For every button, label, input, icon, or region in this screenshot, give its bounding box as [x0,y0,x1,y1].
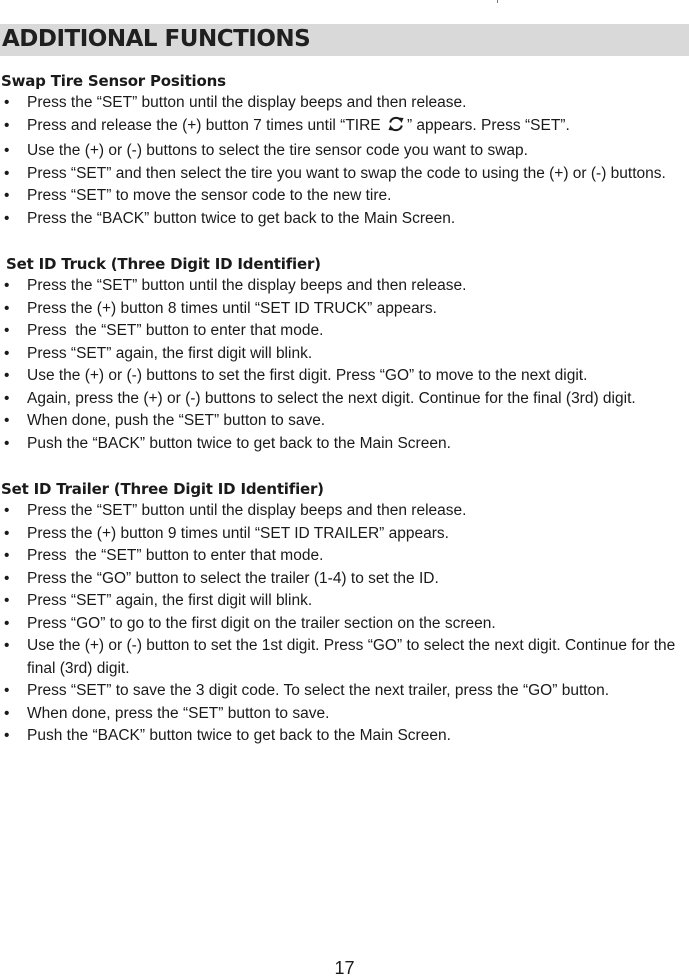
section-title: Set ID Trailer (Three Digit ID Identifier) [1,480,324,498]
instruction-list [0,92,689,230]
list-item [0,115,689,141]
bullet: • [4,569,10,587]
list-item [0,208,689,231]
section-swap-tire-sensor [0,70,689,230]
list-item-text: When done, press the “SET” button to save. [27,704,330,722]
instruction-list [0,275,689,455]
list-item [0,568,689,591]
list-item-text: Press “SET” again, the first digit will blink. [27,344,313,362]
bullet: • [4,592,10,609]
list-item-text: Use the (+) or (-) button to set the 1st digit. Press “GO” to select the next digit. Continue for the final (3rd) digit. [27,637,676,677]
bullet: • [4,704,10,722]
bullet: • [4,434,10,452]
sync-icon [387,115,405,141]
section-set-id-trailer [0,478,689,748]
list-item [0,275,689,298]
list-item [0,545,689,568]
list-item-text: Press the “GO” button to select the trailer (1-4) to set the ID. [27,569,439,587]
bullet: • [4,164,10,182]
list-item [0,523,689,546]
list-item [0,590,689,613]
list-item-text: Use the (+) or (-) buttons to select the tire sensor code you want to swap. [27,142,528,159]
list-item [0,433,689,456]
list-item-text: When done, push the “SET” button to save. [27,412,326,429]
list-item-text: Press the (+) button 8 times until “SET ID TRUCK” appears. [27,299,437,317]
bullet: • [4,299,10,317]
list-item-text: Press the “SET” button to enter that mode. [27,547,324,564]
bullet: • [4,637,10,654]
list-item [0,320,689,343]
bullet: • [4,142,10,159]
list-item-text: Press “GO” to go to the first digit on the trailer section on the screen. [27,614,496,632]
bullet: • [4,524,10,542]
bullet: • [4,277,10,294]
section-spacer [0,230,689,253]
bullet: • [4,502,10,519]
section-title: Swap Tire Sensor Positions [1,72,226,90]
instructions-content [0,70,689,748]
list-item-text: Again, press the (+) or (-) buttons to select the next digit. Continue for the final (3rd) digit. [27,389,636,407]
list-item-text: Press the “SET” button to enter that mode. [27,322,324,339]
bullet: • [4,187,10,204]
list-item [0,365,689,388]
list-item-text: Press “SET” to move the sensor code to the new tire. [27,187,392,204]
list-item [0,388,689,411]
list-item [0,92,689,115]
bullet: • [4,389,10,407]
list-item [0,343,689,366]
list-item-text: Press “SET” to save the 3 digit code. To select the next trailer, press the “GO” button. [27,682,610,699]
list-item-text: Press the “SET” button until the display beeps and then release. [27,277,467,294]
list-item-text: Press “SET” again, the first digit will blink. [27,592,313,609]
list-item [0,613,689,636]
list-item [0,680,689,703]
bullet: • [4,116,10,134]
bullet: • [4,412,10,429]
list-item [0,163,689,186]
list-item [0,500,689,523]
page-title: ADDITIONAL FUNCTIONS [2,26,311,52]
list-item-text-after: ” appears. Press “SET”. [406,116,570,134]
list-item [0,703,689,726]
list-item-text: Press “SET” and then select the tire you want to swap the code to using the (+) or (-) buttons. [27,164,666,182]
list-item-text: Press the (+) button 9 times until “SET ID TRAILER” appears. [27,524,449,542]
list-item [0,140,689,163]
section-set-id-truck [0,253,689,455]
list-item [0,410,689,433]
bullet: • [4,344,10,362]
list-item-text: Press the “BACK” button twice to get back to the Main Screen. [27,209,456,227]
instruction-list [0,500,689,748]
bullet: • [4,614,10,632]
bullet: • [4,322,10,339]
bullet: • [4,94,10,111]
bullet: • [4,547,10,564]
list-item [0,725,689,748]
list-item-text: Press the “SET” button until the display beeps and then release. [27,94,467,111]
top-edge-mark [497,0,498,3]
list-item [0,635,689,680]
list-item-text: Push the “BACK” button twice to get back to the Main Screen. [27,434,451,452]
bullet: • [4,367,10,384]
bullet: • [4,682,10,699]
section-title: Set ID Truck (Three Digit ID Identifier) [6,255,321,273]
list-item-text: Press the “SET” button until the display beeps and then release. [27,502,467,519]
list-item-text-before: Press and release the (+) button 7 times until “TIRE [27,116,385,134]
bullet: • [4,727,10,744]
list-item-text: Use the (+) or (-) buttons to set the first digit. Press “GO” to move to the next digit. [27,367,588,384]
list-item [0,185,689,208]
bullet: • [4,209,10,227]
list-item-text: Push the “BACK” button twice to get back to the Main Screen. [27,727,451,744]
list-item [0,298,689,321]
page-number: 17 [334,958,355,978]
page-header-banner [0,24,689,56]
section-spacer [0,455,689,478]
